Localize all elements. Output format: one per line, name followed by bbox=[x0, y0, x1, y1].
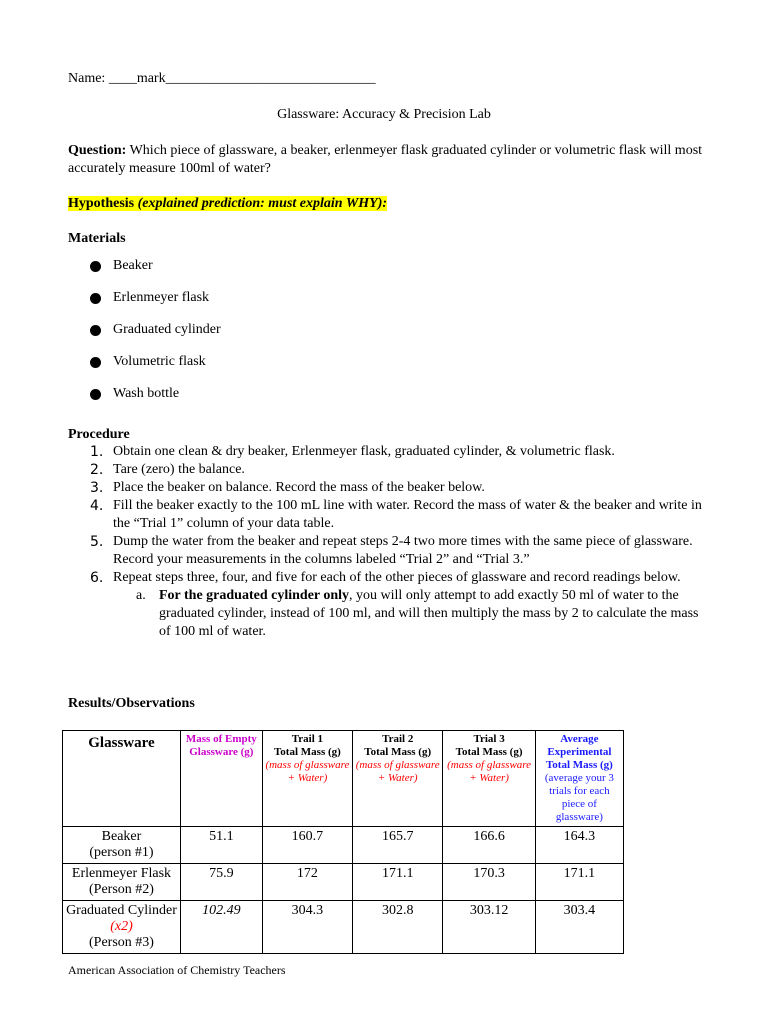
header-glassware: Glassware bbox=[63, 731, 181, 827]
step-number: 2. bbox=[90, 462, 104, 478]
cell-mass-empty: 102.49 bbox=[180, 901, 262, 954]
cell-mass-empty: 75.9 bbox=[180, 864, 262, 901]
substep-text: , you will only attempt to add exactly 50 ml of water to the graduated cylinder, instead of 100 ml, and will then multiply the mass by 2 to calculate the mass of 100 ml of water. bbox=[159, 588, 699, 639]
procedure-heading: Procedure bbox=[68, 427, 130, 442]
step-text: Obtain one clean & dry beaker, Erlenmeyer flask, graduated cylinder, & volumetric flask. bbox=[113, 444, 615, 459]
list-item bbox=[90, 290, 221, 322]
header-trial-1 bbox=[262, 731, 352, 827]
cell-trial-3: 166.6 bbox=[443, 827, 535, 864]
header-trial-2 bbox=[353, 731, 443, 827]
list-item bbox=[90, 354, 221, 386]
glassware-person: (Person #3) bbox=[89, 935, 154, 950]
cell-glassware bbox=[63, 864, 181, 901]
list-item bbox=[90, 386, 221, 418]
list-item bbox=[90, 322, 221, 354]
substep-bold: For the graduated cylinder only bbox=[159, 588, 350, 603]
step-number: 1. bbox=[90, 444, 104, 460]
step-number: 5. bbox=[90, 534, 104, 550]
step-text: Place the beaker on balance. Record the mass of the beaker below. bbox=[113, 480, 485, 495]
procedure-step bbox=[68, 443, 708, 461]
trial-2-title: Trail 2 bbox=[382, 733, 414, 745]
glassware-person: (Person #2) bbox=[89, 882, 154, 897]
step-number: 4. bbox=[90, 498, 104, 514]
cell-trial-2: 302.8 bbox=[353, 901, 443, 954]
cell-glassware bbox=[63, 901, 181, 954]
procedure-step bbox=[68, 497, 708, 533]
bullet-icon bbox=[90, 357, 101, 368]
glassware-multiplier: (x2) bbox=[110, 919, 133, 934]
hypothesis-note: (explained prediction: must explain WHY): bbox=[137, 196, 388, 211]
hypothesis-heading bbox=[68, 196, 387, 212]
step-number: 3. bbox=[90, 480, 104, 496]
material-label: Erlenmeyer flask bbox=[113, 290, 210, 305]
average-title: Average Experimental Total Mass (g) bbox=[545, 733, 613, 771]
hypothesis-highlight bbox=[68, 196, 387, 211]
substep-letter: a. bbox=[136, 588, 146, 603]
step-text: Dump the water from the beaker and repeat steps 2-4 two more times with the same piece of glassware. Record your measurements in the columns labeled “Trial 2” and “Trial 3.” bbox=[113, 534, 693, 567]
header-trial-3 bbox=[443, 731, 535, 827]
cell-trial-2: 165.7 bbox=[353, 827, 443, 864]
cell-average: 164.3 bbox=[535, 827, 623, 864]
glassware-name: Graduated Cylinder bbox=[66, 903, 177, 918]
cell-average: 303.4 bbox=[535, 901, 623, 954]
material-label: Wash bottle bbox=[113, 386, 180, 401]
table-header-row bbox=[63, 731, 624, 827]
trial-3-note: (mass of glassware + Water) bbox=[447, 759, 532, 784]
cell-mass-empty: 51.1 bbox=[180, 827, 262, 864]
table-row bbox=[63, 901, 624, 954]
step-text: Fill the beaker exactly to the 100 mL line with water. Record the mass of water & the beaker and write in the “Trial 1” column of your data table. bbox=[113, 498, 702, 531]
cell-trial-3: 170.3 bbox=[443, 864, 535, 901]
cell-average: 171.1 bbox=[535, 864, 623, 901]
material-label: Beaker bbox=[113, 258, 153, 273]
trial-3-title: Trial 3 bbox=[473, 733, 505, 745]
bullet-icon bbox=[90, 293, 101, 304]
materials-list bbox=[90, 258, 221, 418]
step-number: 6. bbox=[90, 570, 104, 586]
trial-3-sub: Total Mass (g) bbox=[455, 746, 523, 758]
trial-2-sub: Total Mass (g) bbox=[364, 746, 432, 758]
name-line: Name: ____mark______________________________ bbox=[68, 71, 376, 86]
cell-glassware bbox=[63, 827, 181, 864]
glassware-person: (person #1) bbox=[89, 845, 154, 860]
material-label: Volumetric flask bbox=[113, 354, 206, 369]
hypothesis-label: Hypothesis bbox=[68, 196, 138, 211]
question-paragraph bbox=[68, 142, 708, 178]
material-label: Graduated cylinder bbox=[113, 322, 221, 337]
cell-trial-2: 171.1 bbox=[353, 864, 443, 901]
trial-1-note: (mass of glassware + Water) bbox=[265, 759, 350, 784]
bullet-icon bbox=[90, 389, 101, 400]
trial-2-note: (mass of glassware + Water) bbox=[355, 759, 440, 784]
cell-trial-3: 303.12 bbox=[443, 901, 535, 954]
bullet-icon bbox=[90, 261, 101, 272]
table-row bbox=[63, 864, 624, 901]
footer-text: American Association of Chemistry Teachers bbox=[68, 963, 286, 977]
materials-heading: Materials bbox=[68, 231, 126, 246]
step-text: Repeat steps three, four, and five for each of the other pieces of glassware and record readings below. bbox=[113, 570, 681, 585]
question-text: Which piece of glassware, a beaker, erlenmeyer flask graduated cylinder or volumetric flask will most accurately measure 100ml of water? bbox=[68, 143, 703, 176]
cell-trial-1: 172 bbox=[262, 864, 352, 901]
header-average bbox=[535, 731, 623, 827]
procedure-step bbox=[68, 569, 708, 587]
glassware-name: Erlenmeyer Flask bbox=[71, 866, 172, 881]
results-heading: Results/Observations bbox=[68, 696, 195, 711]
average-note: (average your 3 trials for each piece of glassware) bbox=[544, 772, 614, 823]
cell-trial-1: 304.3 bbox=[262, 901, 352, 954]
procedure-step bbox=[68, 533, 708, 569]
glassware-name: Beaker bbox=[101, 829, 142, 844]
procedure-step bbox=[68, 461, 708, 479]
list-item bbox=[90, 258, 221, 290]
bullet-icon bbox=[90, 325, 101, 336]
header-mass-empty: Mass of Empty Glassware (g) bbox=[180, 731, 262, 827]
step-text: Tare (zero) the balance. bbox=[113, 462, 245, 477]
procedure-step bbox=[68, 479, 708, 497]
trial-1-title: Trail 1 bbox=[291, 733, 324, 745]
trial-1-sub: Total Mass (g) bbox=[273, 746, 341, 758]
table-row bbox=[63, 827, 624, 864]
procedure-substep bbox=[68, 587, 708, 641]
page-title: Glassware: Accuracy & Precision Lab bbox=[277, 107, 491, 122]
results-table bbox=[62, 730, 624, 954]
question-label: Question: bbox=[68, 143, 127, 158]
procedure-list bbox=[68, 443, 708, 641]
cell-trial-1: 160.7 bbox=[262, 827, 352, 864]
